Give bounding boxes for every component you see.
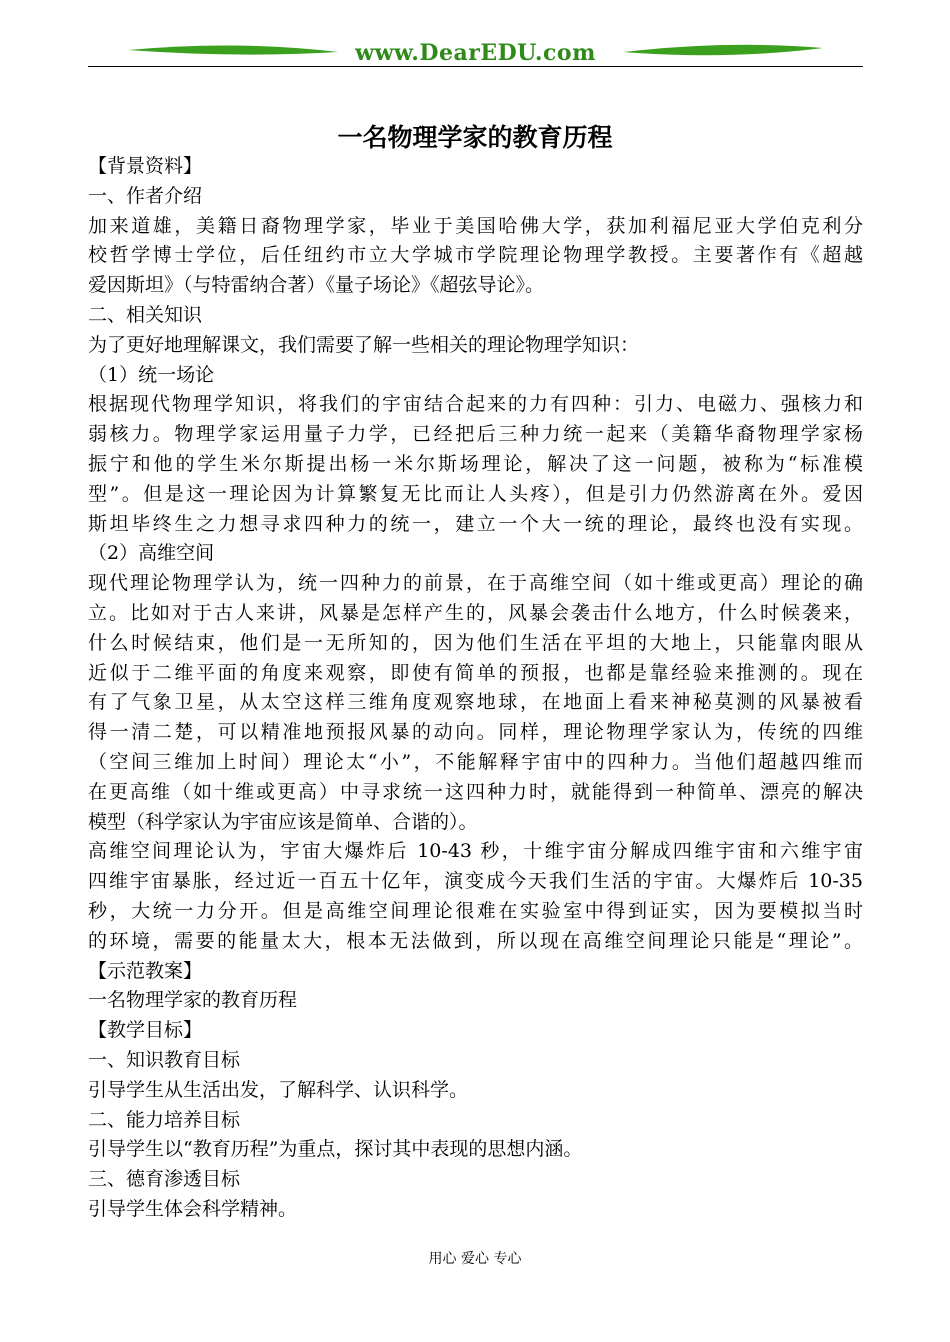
text-line: 根据现代物理学知识，将我们的宇宙结合起来的力有四种：引力、电磁力、强核力和	[88, 393, 863, 416]
text-line: 【示范教案】	[88, 959, 203, 982]
text-line: （1）统一场论	[88, 363, 215, 386]
text-line: 得一清二楚，可以精准地预报风暴的动向。同样，理论物理学家认为，传统的四维	[88, 721, 863, 744]
text-line: 【背景资料】	[88, 155, 203, 177]
text-line: 二、相关知识	[88, 303, 203, 326]
text-line: 什么时候结束，他们是一无所知的，因为他们生活在平坦的大地上，只能靠肉眼从	[88, 631, 863, 654]
text-line: 引导学生体会科学精神。	[88, 1197, 298, 1220]
text-line: 近似于二维平面的角度来观察，即使有简单的预报，也都是靠经验来推测的。现在	[88, 661, 863, 684]
text-line: 秒，大统一力分开。但是高维空间理论很难在实验室中得到证实，因为要模拟当时	[88, 899, 863, 922]
text-line: 二、能力培养目标	[88, 1108, 241, 1131]
document-body	[88, 152, 863, 1225]
text-line: 的环境，需要的能量太大，根本无法做到，所以现在高维空间理论只能是“理论”。	[88, 929, 863, 952]
site-logo[interactable]: www.DearEDU.com	[355, 40, 596, 66]
text-line: 一、知识教育目标	[88, 1048, 241, 1071]
text-line: 振宁和他的学生米尔斯提出杨一米尔斯场理论，解决了这一问题，被称为“标准模	[88, 452, 863, 475]
text-line: 模型（科学家认为宇宙应该是简单、合谐的）。	[88, 810, 478, 833]
page-title: 一名物理学家的教育历程	[337, 123, 613, 152]
text-line: 弱核力。物理学家运用量子力学，已经把后三种力统一起来（美籍华裔物理学家杨	[88, 423, 863, 446]
text-line: 在更高维（如十维或更高）中寻求统一这四种力时，就能得到一种简单、漂亮的解决	[88, 780, 863, 803]
text-line: 斯坦毕终生之力想寻求四种力的统一，建立一个大一统的理论，最终也没有实现。	[88, 512, 863, 535]
header-divider	[88, 66, 863, 67]
text-line: 一名物理学家的教育历程	[88, 989, 298, 1012]
text-line: （空间三维加上时间）理论太“小”，不能解释宇宙中的四种力。当他们超越四维而	[88, 750, 863, 773]
text-line: 引导学生从生活出发，了解科学、认识科学。	[88, 1078, 469, 1101]
page-footer: 用心 爱心 专心	[428, 1251, 522, 1267]
text-line: 现代理论物理学认为，统一四种力的前景，在于高维空间（如十维或更高）理论的确	[88, 572, 863, 595]
text-line: 有了气象卫星，从太空这样三维角度观察地球，在地面上看来神秘莫测的风暴被看	[88, 691, 863, 714]
text-line: 高维空间理论认为，宇宙大爆炸后 10-43 秒，十维宇宙分解成四维宇宙和六维宇宙	[88, 840, 863, 863]
text-line: 引导学生以“教育历程”为重点，探讨其中表现的思想内涵。	[88, 1138, 583, 1161]
text-line: 为了更好地理解课文，我们需要了解一些相关的理论物理学知识：	[88, 333, 640, 356]
text-line: 型”。但是这一理论因为计算繁复无比而让人头疼），但是引力仍然游离在外。爱因	[88, 482, 863, 505]
text-line: 一、作者介绍	[88, 184, 203, 207]
text-line: （2）高维空间	[88, 542, 215, 565]
text-line: 四维宇宙暴胀，经过近一百五十亿年，演变成今天我们生活的宇宙。大爆炸后 10-35	[88, 870, 863, 893]
text-line: 【教学目标】	[88, 1019, 203, 1042]
text-line: 加来道雄，美籍日裔物理学家，毕业于美国哈佛大学，获加利福尼亚大学伯克利分	[88, 214, 863, 237]
text-line: 校哲学博士学位，后任纽约市立大学城市学院理论物理学教授。主要著作有《超越	[88, 244, 863, 267]
text-line: 爱因斯坦》（与特雷纳合著）《量子场论》《超弦导论》。	[88, 274, 545, 297]
text-line: 立。比如对于古人来讲，风暴是怎样产生的，风暴会袭击什么地方，什么时候袭来，	[88, 601, 863, 624]
text-line: 三、德育渗透目标	[88, 1168, 241, 1191]
